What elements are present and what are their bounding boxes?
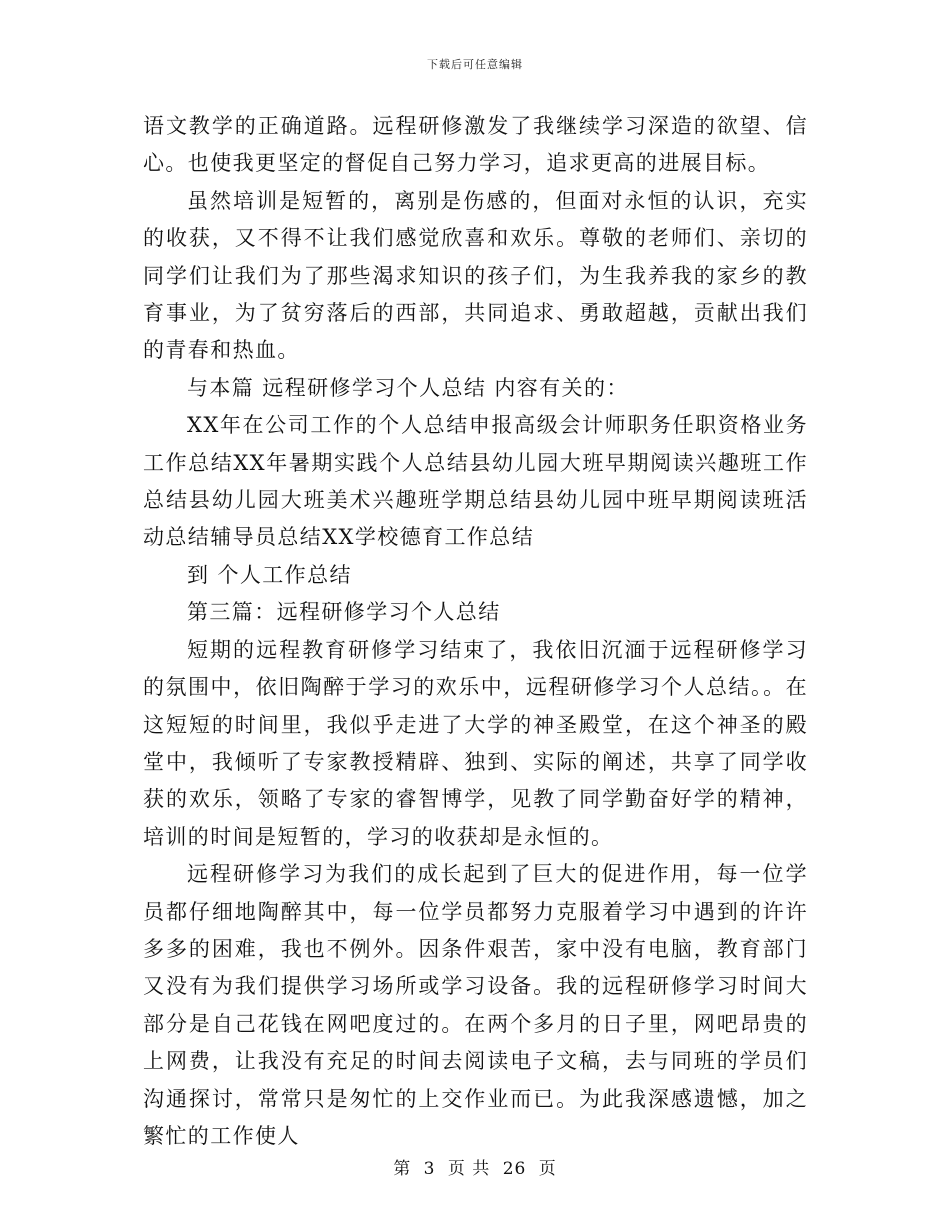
related-articles-list: XX年在公司工作的个人总结申报高级会计师职务任职资格业务工作总结XX年暑期实践个人总结县幼儿园大班早期阅读兴趣班工作总结县幼儿园大班美术兴趣班学期总结县幼儿园中班早期阅读班活动总结辅导员总结XX学校德育工作总结: [143, 413, 808, 550]
footer-suffix: 页: [538, 1159, 557, 1179]
paragraph-4: 远程研修学习为我们的成长起到了巨大的促进作用，每一位学员都仔细地陶醉其中，每一位学员都努力克服着学习中遇到的许许多多的困难，我也不例外。因条件艰苦，家中没有电脑，教育部门又没有为我们提供学习场所或学习设备。我的远程研修学习时间大部分是自己花钱在网吧度过的。在两个多月的日子里，网吧昂贵的上网费，让我没有充足的时间去阅读电子文稿，去与同班的学员们沟通探讨，常常只是匆忙的上交作业而已。为此我深感遗憾，加之繁忙的工作使人: [143, 862, 808, 1148]
document-body: [143, 108, 808, 1155]
page-header-note: 下载后可任意编辑: [427, 58, 523, 71]
paragraph-2: 虽然培训是短暂的，离别是伤感的，但面对永恒的认识，充实的收获，又不得不让我们感觉欣喜和欢乐。尊敬的老师们、亲切的同学们让我们为了那些渴求知识的孩子们，为生我养我的家乡的教育事业，为了贫穷落后的西部，共同追求、勇敢超越，贡献出我们的青春和热血。: [143, 188, 808, 363]
footer-total-pages: 26: [502, 1159, 527, 1179]
related-content-heading: 与本篇 远程研修学习个人总结 内容有关的：: [187, 375, 629, 400]
paragraph-1: 语文教学的正确道路。远程研修激发了我继续学习深造的欲望、信心。也使我更坚定的督促自己努力学习，追求更高的进展目标。: [143, 114, 808, 176]
section-title: 第三篇：远程研修学习个人总结: [187, 600, 501, 625]
footer-current-page: 3: [423, 1159, 436, 1179]
related-link-line: 到 个人工作总结: [187, 562, 352, 587]
page-footer: [0, 1154, 950, 1179]
paragraph-3: 短期的远程教育研修学习结束了，我依旧沉湎于远程研修学习的氛围中，依旧陶醉于学习的欢乐中，远程研修学习个人总结。。在这短短的时间里，我似乎走进了大学的神圣殿堂，在这个神圣的殿堂中，我倾听了专家教授精辟、独到、实际的阐述，共享了同学收获的欢乐，领略了专家的睿智博学，见教了同学勤奋好学的精神，培训的时间是短暂的，学习的收获却是永恒的。: [143, 637, 808, 849]
footer-middle: 页 共: [447, 1159, 491, 1179]
footer-prefix: 第: [393, 1159, 412, 1179]
